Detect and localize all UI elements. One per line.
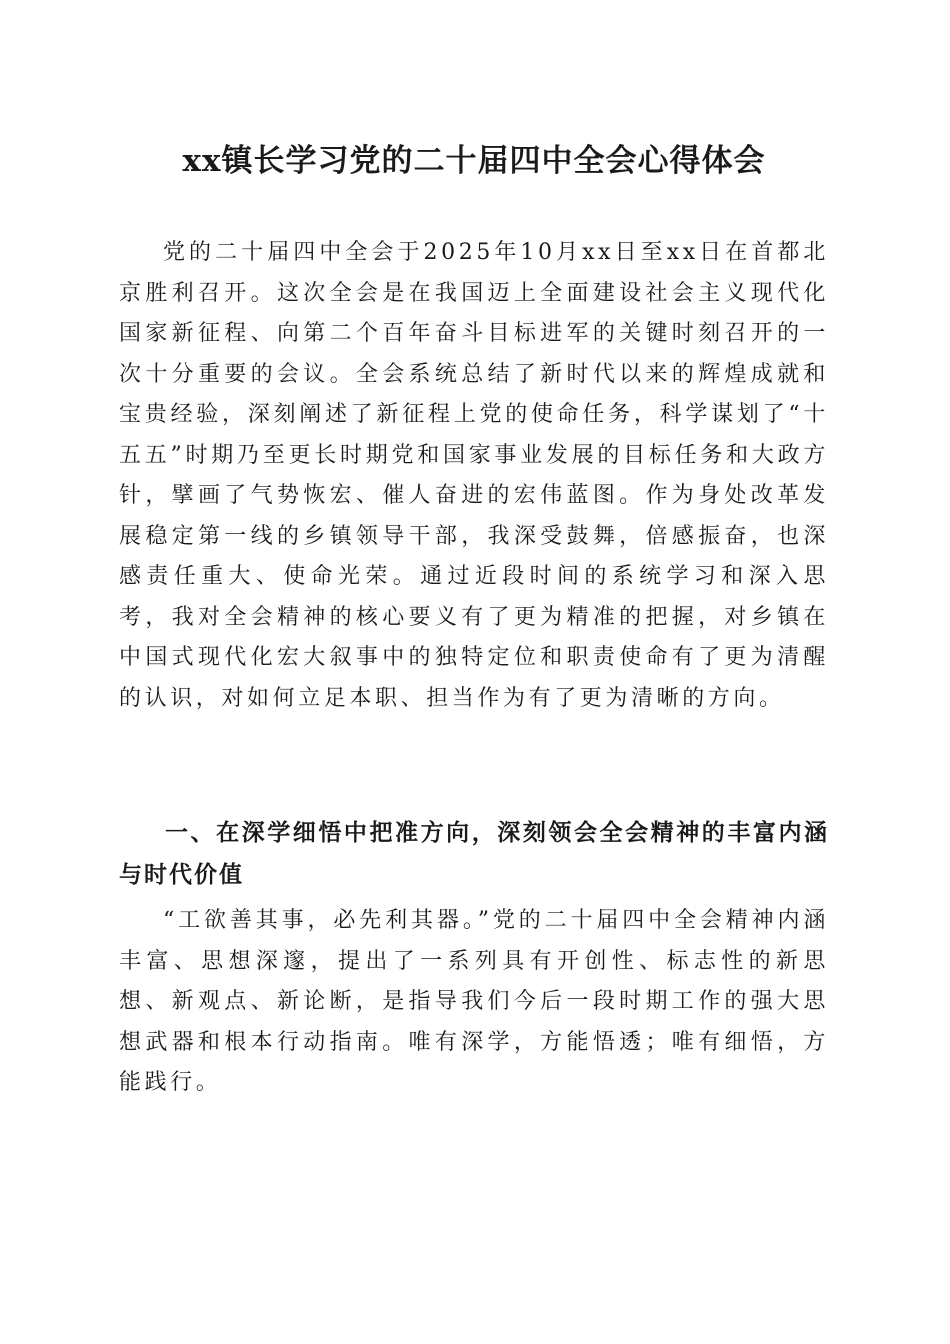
- section-paragraph: “工欲善其事，必先利其器。”党的二十届四中全会精神内涵丰富、思想深邃，提出了一系列具有开创性、标志性的新思想、新观点、新论断，是指导我们今后一段时期工作的强大思想武器和根本行动指南。唯有深学，方能悟透；唯有细悟，方能践行。: [119, 908, 829, 1095]
- section-heading: 一、在深学细悟中把准方向，深刻领会全会精神的丰富内涵与时代价值: [119, 820, 829, 888]
- document-title: xx镇长学习党的二十届四中全会心得体会: [182, 143, 766, 179]
- intro-paragraph: 党的二十届四中全会于2025年10月xx日至xx日在首都北京胜利召开。这次全会是在我国迈上全面建设社会主义现代化国家新征程、向第二个百年奋斗目标进军的关键时刻召开的一次十分重要的会议。全会系统总结了新时代以来的辉煌成就和宝贵经验，深刻阐述了新征程上党的使命任务，科学谋划了“十五五”时期乃至更长时期党和国家事业发展的目标任务和大政方针，擘画了气势恢宏、催人奋进的宏伟蓝图。作为身处改革发展稳定第一线的乡镇领导干部，我深受鼓舞，倍感振奋，也深感责任重大、使命光荣。通过近段时间的系统学习和深入思考，我对全会精神的核心要义有了更为精准的把握，对乡镇在中国式现代化宏大叙事中的独特定位和职责使命有了更为清醒的认识，对如何立足本职、担当作为有了更为清晰的方向。: [119, 240, 829, 711]
